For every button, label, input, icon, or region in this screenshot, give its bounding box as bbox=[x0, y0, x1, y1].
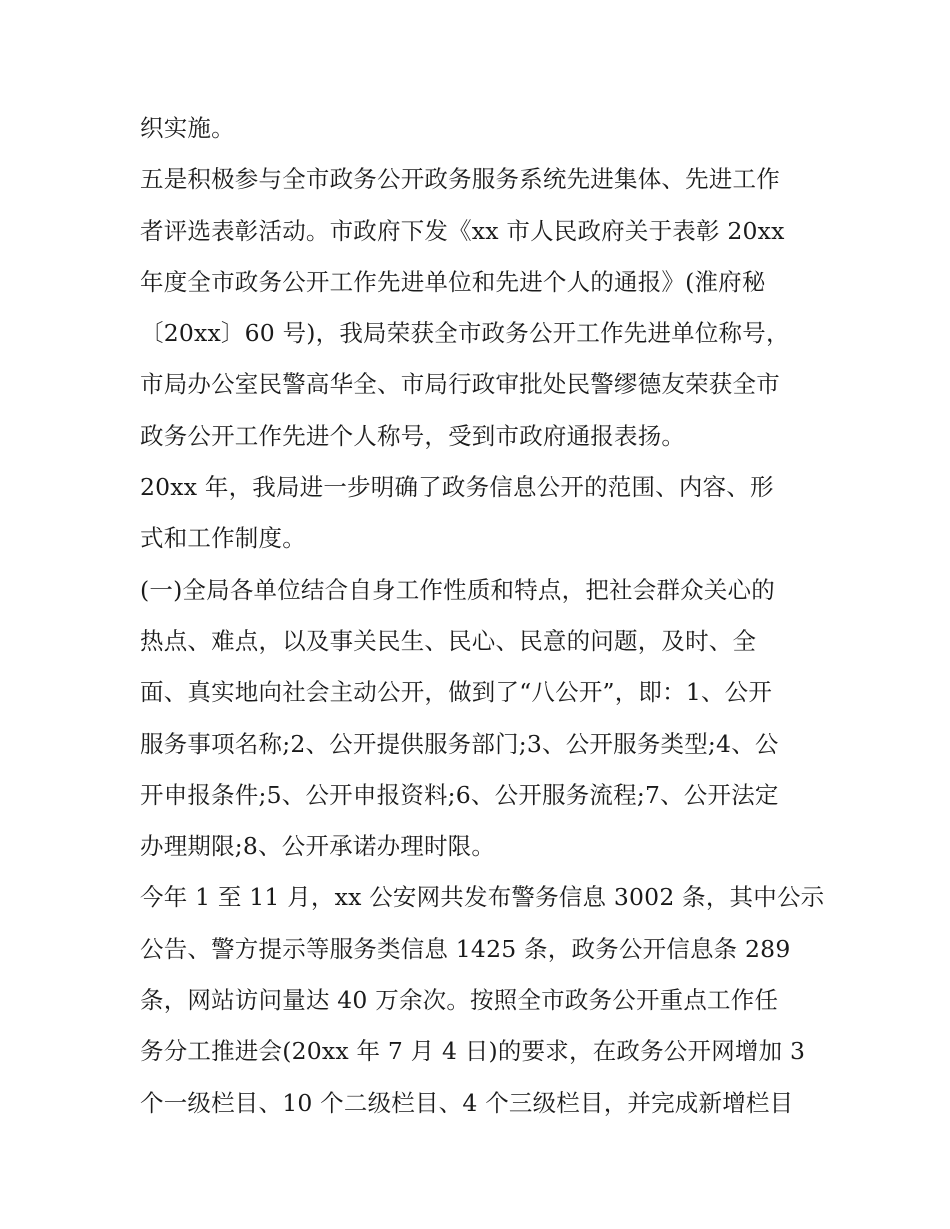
text-line: 五是积极参与全市政务公开政务服务系统先进集体、先进工作 bbox=[140, 165, 780, 194]
document-body bbox=[140, 103, 825, 1129]
text-line: 织实施。 bbox=[140, 114, 235, 142]
text-line: (一)全局各单位结合自身工作性质和特点，把社会群众关心的 bbox=[140, 575, 775, 604]
text-line: 者评选表彰活动。市政府下发《xx 市人民政府关于表彰 20xx bbox=[140, 216, 785, 245]
text-line: 办理期限;8、公开承诺办理时限。 bbox=[140, 832, 496, 861]
text-line: 务分工推进会(20xx 年 7 月 4 日)的要求，在政务公开网增加 3 bbox=[140, 1037, 806, 1066]
text-line: 个一级栏目、10 个二级栏目、4 个三级栏目，并完成新增栏目 bbox=[140, 1088, 794, 1117]
text-line: 热点、难点，以及事关民生、民心、民意的问题，及时、全 bbox=[140, 626, 757, 655]
text-line: 开申报条件;5、公开申报资料;6、公开服务流程;7、公开法定 bbox=[140, 780, 779, 809]
text-line: 20xx 年，我局进一步明确了政务信息公开的范围、内容、形 bbox=[140, 473, 774, 502]
text-line: 服务事项名称;2、公开提供服务部门;3、公开服务类型;4、公 bbox=[140, 729, 779, 758]
text-line: 政务公开工作先进个人称号，受到市政府通报表扬。 bbox=[140, 421, 686, 450]
text-line: 条，网站访问量达 40 万余次。按照全市政务公开重点工作任 bbox=[140, 986, 779, 1015]
text-line: 面、真实地向社会主动公开，做到了“八公开”，即：1、公开 bbox=[140, 678, 773, 707]
text-line: 〔20xx〕60 号)，我局荣获全市政务公开工作先进单位称号， bbox=[140, 319, 790, 348]
text-line: 式和工作制度。 bbox=[140, 524, 306, 553]
text-line: 年度全市政务公开工作先进单位和先进个人的通报》(淮府秘 bbox=[140, 267, 766, 296]
text-line: 市局办公室民警高华全、市局行政审批处民警缪德友荣获全市 bbox=[140, 370, 780, 399]
text-line: 今年 1 至 11 月，xx 公安网共发布警务信息 3002 条，其中公示 bbox=[140, 883, 825, 912]
text-line: 公告、警方提示等服务类信息 1425 条，政务公开信息条 289 bbox=[140, 934, 791, 963]
